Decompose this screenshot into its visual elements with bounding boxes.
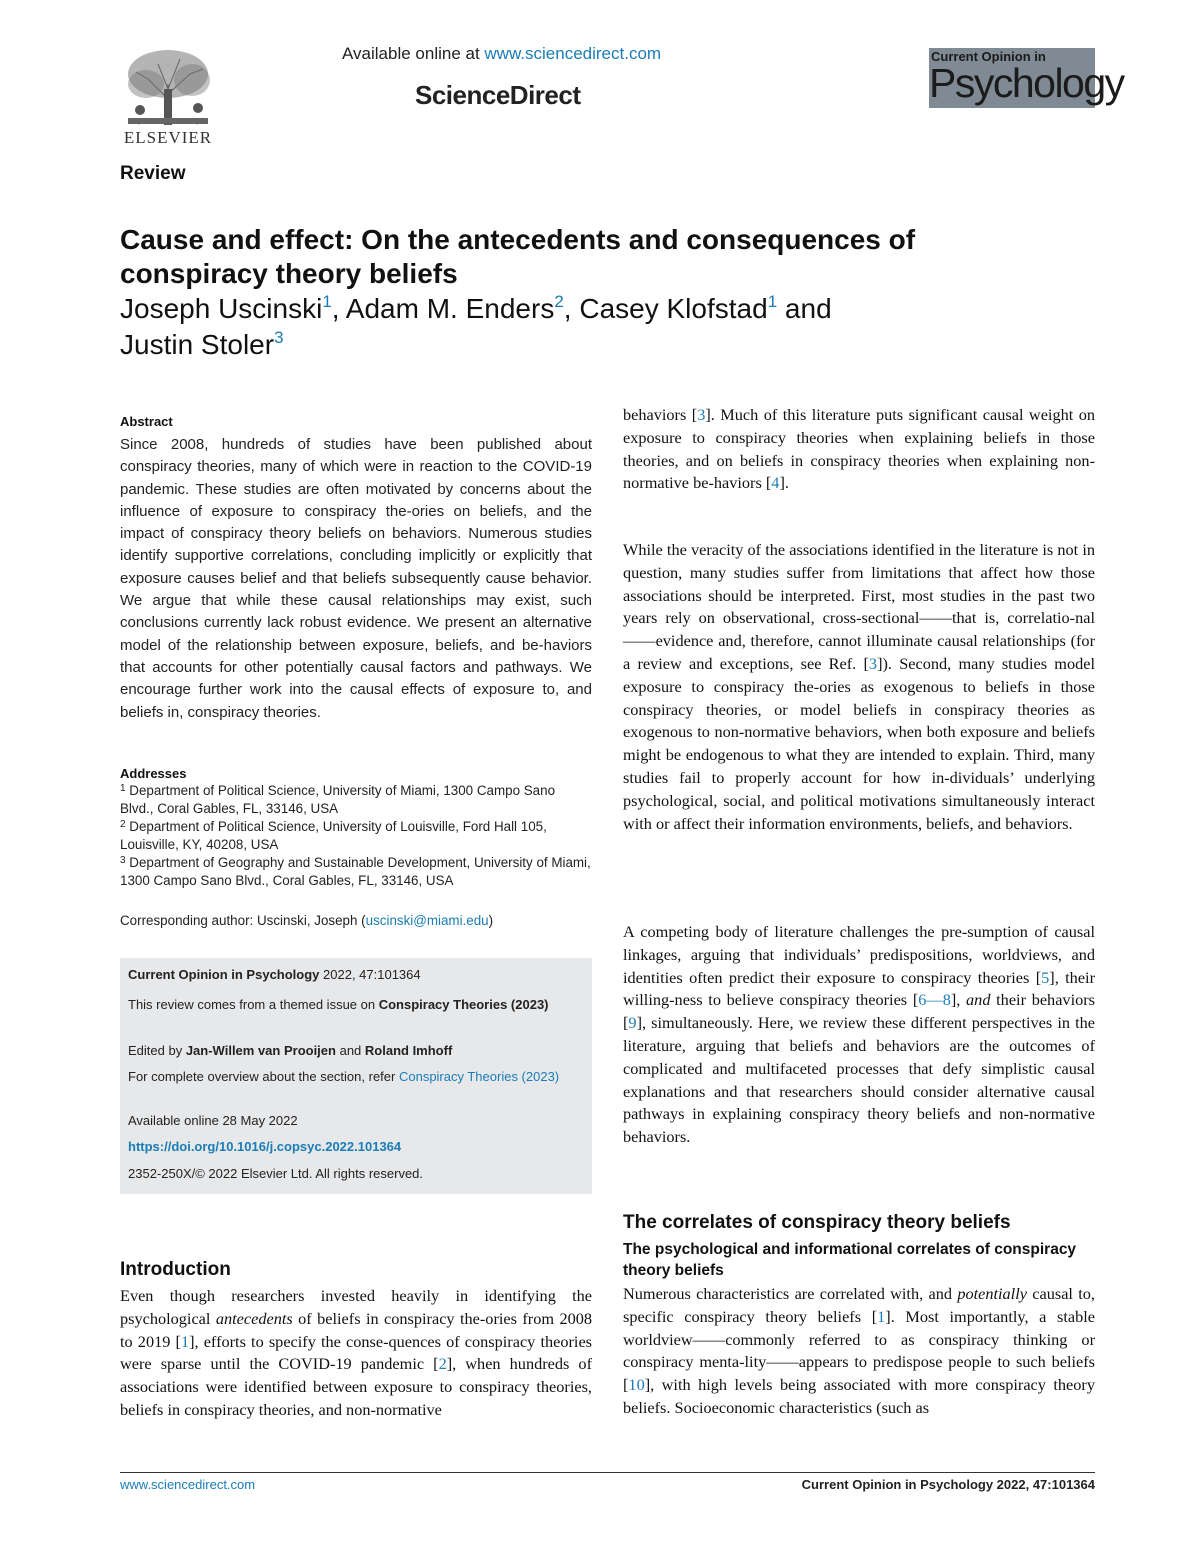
introduction-paragraph: Even though researchers invested heavily in identifying the psychological antecedents of beliefs in conspiracy the-ories from 2008 to 2019 [1], efforts to specify the conse-quences of conspiracy theories were sparse until the COVID-19 pandemic [2], when hundreds of associations were identified between exposure to conspiracy theories, beliefs in conspiracy theories, and non-normative [120,1286,593,1419]
author-name: Joseph Uscinski [120,293,323,324]
ref-link[interactable]: 6—8 [918,990,951,1010]
body-paragraph-4: Numerous characteristics are correlated with, and potentially causal to, specific conspiracy theory beliefs [1]. Most importantly, a stable worldview——commonly referred to as conspiracy thinking or conspiracy menta-lity——appears to predispose people to such beliefs [10], with high levels being associated with more conspiracy theory beliefs. Socioeconomic characteristics (such as [623,1284,1096,1417]
footer-sciencedirect-link[interactable]: www.sciencedirect.com [120,1477,256,1492]
ref-link[interactable]: 10 [628,1375,645,1395]
section-heading: The correlates of conspiracy theory beliefs [623,1212,1011,1233]
ref-link[interactable]: 2 [438,1354,447,1374]
corresponding-suffix: ) [488,913,494,928]
sciencedirect-link[interactable]: www.sciencedirect.com [484,44,662,63]
ref-link[interactable]: 4 [771,473,780,493]
journal-cover-logo [929,48,1124,108]
abstract-heading: Abstract [120,414,173,429]
author-affiliation-marker[interactable]: 1 [767,292,778,311]
address-item [120,782,592,818]
available-online-line [342,44,661,64]
author-affiliation-marker[interactable]: 3 [274,328,284,347]
author-affiliation-marker[interactable]: 2 [554,292,564,311]
platform-name: ScienceDirect [415,80,581,110]
abstract-text: Since 2008, hundreds of studies have been published about conspiracy theories, many of which were in reaction to the COVID-19 pandemic. These studies are often motivated by concerns about the influence of exposure to conspiracy the-ories on beliefs, and the impact of conspiracy theory beliefs on behaviors. Numerous studies identify supportive correlations, concluding implicitly or explicitly that exposure causes belief and that beliefs subsequently cause behavior. We argue that while these causal relationships may exist, such conclusions currently lack robust evidence. We present an alternative model of the relationship between exposure, beliefs, and be-haviors that accounts for other potentially causal factors and pathways. We encourage further work into the causal effects of exposure to, and beliefs in, conspiracy theories. [120,436,592,721]
introduction-heading: Introduction [120,1259,231,1280]
editor-2: Roland Imhoff [364,1043,453,1058]
ref-link[interactable]: 3 [697,405,706,424]
address-text: Department of Political Science, University of Miami, 1300 Campo Sano Blvd., Coral Gables, FL, 33146, USA [120,783,556,816]
journal-logo-top: Current Opinion in [931,49,1046,64]
author-name: Adam M. Enders [345,293,555,324]
themed-prefix: This review comes from a themed issue on [128,997,379,1012]
addresses-heading: Addresses [120,766,187,781]
copyright-line: 2352-250X/© 2022 Elsevier Ltd. All rights reserved. [128,1166,424,1181]
doi-link-row [128,1138,584,1157]
body-paragraph-3: A competing body of literature challenges the pre-sumption of causal linkages, arguing that individuals’ predispositions, worldviews, and identities often predict their exposure to conspiracy theories [5], their willing-ness to believe conspiracy theories [6—8], and their behaviors [9], simultaneously. Here, we review these different perspectives in the literature, arguing that beliefs and behaviors are the outcomes of complicated and multifaceted processes that defy simplistic causal explanations and that researchers should consider alternative causal pathways in explaining conspiracy theory beliefs and non-normative behaviors. [623,922,1095,1147]
author-affiliation-marker[interactable]: 1 [322,292,332,311]
address-number: 2 [120,819,126,830]
author-name: Justin Stoler [120,329,275,360]
article-title: Cause and effect: On the antecedents and consequences of conspiracy theory beliefs [120,224,916,289]
citation-rest: 2022, 47:101364 [319,967,421,982]
footer-citation: Current Opinion in Psychology 2022, 47:101364 [801,1477,1095,1492]
subsection-heading: The psychological and informational correlates of conspiracy theory beliefs [623,1241,1077,1279]
author-email-link[interactable]: uscinski@miami.edu [365,913,489,928]
ref-link[interactable]: 9 [628,1013,637,1033]
article-type: Review [120,163,186,184]
editors-line [128,1042,584,1061]
address-item [120,854,592,890]
address-item [120,818,592,854]
address-text: Department of Political Science, University of Louisville, Ford Hall 105, Louisville, KY, 40208, USA [120,819,547,852]
doi-link[interactable]: https://doi.org/10.1016/j.copsyc.2022.101364 [128,1139,402,1154]
address-number: 1 [120,783,126,794]
publisher-logo-text: ELSEVIER [123,128,213,147]
citation-journal: Current Opinion in Psychology [128,967,320,982]
corresponding-prefix: Corresponding author: Uscinski, Joseph ( [120,913,366,928]
ref-link[interactable]: 1 [180,1331,190,1351]
section-overview-link[interactable]: Conspiracy Theories (2023) [398,1069,560,1084]
author-separator: and [777,293,832,324]
editor-1: Jan-Willem van Prooijen [185,1043,336,1058]
author-list [120,291,980,363]
ref-link[interactable]: 5 [1041,967,1050,987]
address-number: 3 [120,855,126,866]
ref-link[interactable]: 3 [868,653,878,673]
author-separator: , [331,293,346,324]
themed-issue-line [128,996,584,1015]
author-separator: , [563,293,580,324]
body-paragraph-2: While the veracity of the associations identified in the literature is not in question, many studies suffer from limitations that affect how those associations should be interpreted. First, most studies in the past two years rely on observational, cross-sectional——that is, correlatio-nal——evidence and, therefore, cannot illuminate causal relationships (for a review and exceptions, see Ref. [3]). Second, many studies model exposure to conspiracy the-ories as exogenous to beliefs in those conspiracy theories, or model beliefs in conspiracy theories as exogenous to non-normative behaviors, when both exposure and beliefs might be endogenous to what they are intended to explain. Third, many studies fail to properly account for how in-dividuals’ underlying psychological, social, and political motivations simultaneously interact with or affect their information environments, beliefs, and behaviors. [623,540,1096,833]
editor-and: and [335,1043,365,1058]
article-info-box [120,958,592,1194]
address-text: Department of Geography and Sustainable Development, University of Miami, 1300 Campo Sano Blvd., Coral Gables, FL, 33146, USA [120,855,591,888]
ref-link[interactable]: 1 [877,1306,886,1326]
body-paragraph-1: behaviors [3]. Much of this literature puts significant causal weight on exposure to conspiracy theories when explaining beliefs in those theories, and on beliefs in conspiracy theories when explaining non-normative be-haviors [4]. [623,405,1095,493]
author-name: Casey Klofstad [579,293,768,324]
edited-prefix: Edited by [128,1043,186,1058]
citation-line [128,966,584,985]
corresponding-author [120,913,592,928]
journal-logo-main: Psychology [929,60,1124,106]
overview-prefix: For complete overview about the section, refer [128,1069,399,1084]
available-online-date: Available online 28 May 2022 [128,1113,298,1128]
available-prefix: Available online at [342,44,485,63]
addresses-list [120,782,592,890]
footer-divider [120,1472,1095,1473]
overview-line [128,1068,584,1087]
themed-issue-name: Conspiracy Theories (2023) [378,997,549,1012]
